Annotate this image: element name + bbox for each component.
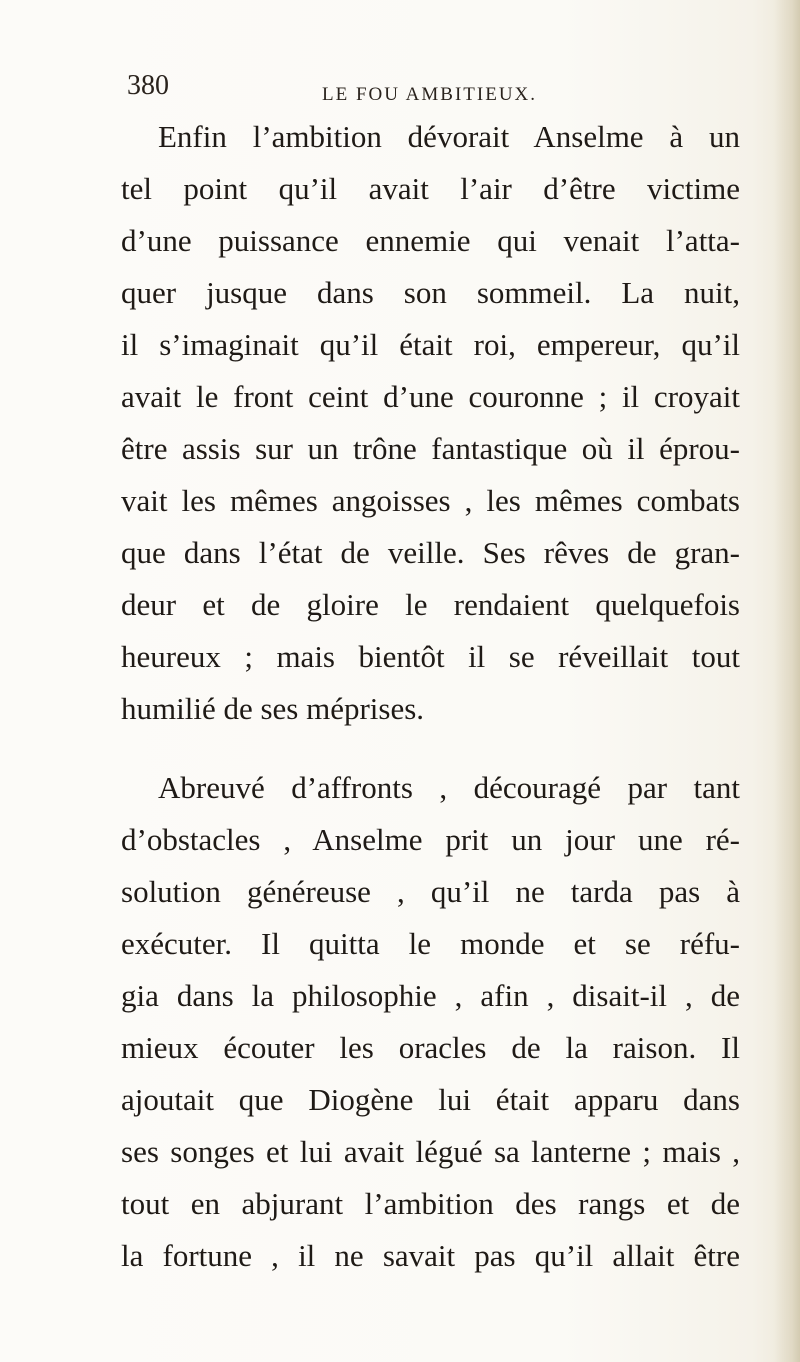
text-line: vait les mêmes angoisses , les mêmes combats — [121, 483, 740, 518]
text-line: d’obstacles , Anselme prit un jour une ré- — [121, 822, 740, 857]
text-line: heureux ; mais bientôt il se réveillait tout — [121, 639, 740, 674]
text-line: humilié de ses méprises. — [121, 691, 425, 726]
text-line: Enfin l’ambition dévorait Anselme à un — [158, 119, 740, 154]
text-line: ajoutait que Diogène lui était apparu dans — [121, 1082, 740, 1117]
running-title: LE FOU AMBITIEUX. — [322, 84, 538, 105]
text-line: deur et de gloire le rendaient quelquefois — [121, 587, 740, 622]
text-line: tel point qu’il avait l’air d’être victime — [121, 171, 740, 206]
text-line: exécuter. Il quitta le monde et se réfu- — [121, 926, 740, 961]
text-line: ses songes et lui avait légué sa lanterne ; mais , — [121, 1134, 740, 1169]
text-line: solution généreuse , qu’il ne tarda pas à — [121, 874, 740, 909]
text-line: il s’imaginait qu’il était roi, empereur, qu’il — [121, 327, 740, 362]
text-line: tout en abjurant l’ambition des rangs et de — [121, 1186, 740, 1221]
page-number: 380 — [127, 70, 169, 101]
text-line: mieux écouter les oracles de la raison. Il — [121, 1030, 740, 1065]
text-line: être assis sur un trône fantastique où il éprou- — [121, 431, 740, 466]
text-line: gia dans la philosophie , afin , disait-il , de — [121, 978, 740, 1013]
text-line: d’une puissance ennemie qui venait l’atta- — [121, 223, 740, 258]
text-line: que dans l’état de veille. Ses rêves de gran- — [121, 535, 740, 570]
text-line: la fortune , il ne savait pas qu’il allait être — [121, 1238, 740, 1273]
page-edge-shadow — [774, 0, 800, 1362]
text-line: Abreuvé d’affronts , découragé par tant — [158, 770, 740, 805]
text-line: quer jusque dans son sommeil. La nuit, — [121, 275, 740, 310]
text-line: avait le front ceint d’une couronne ; il croyait — [121, 379, 740, 414]
